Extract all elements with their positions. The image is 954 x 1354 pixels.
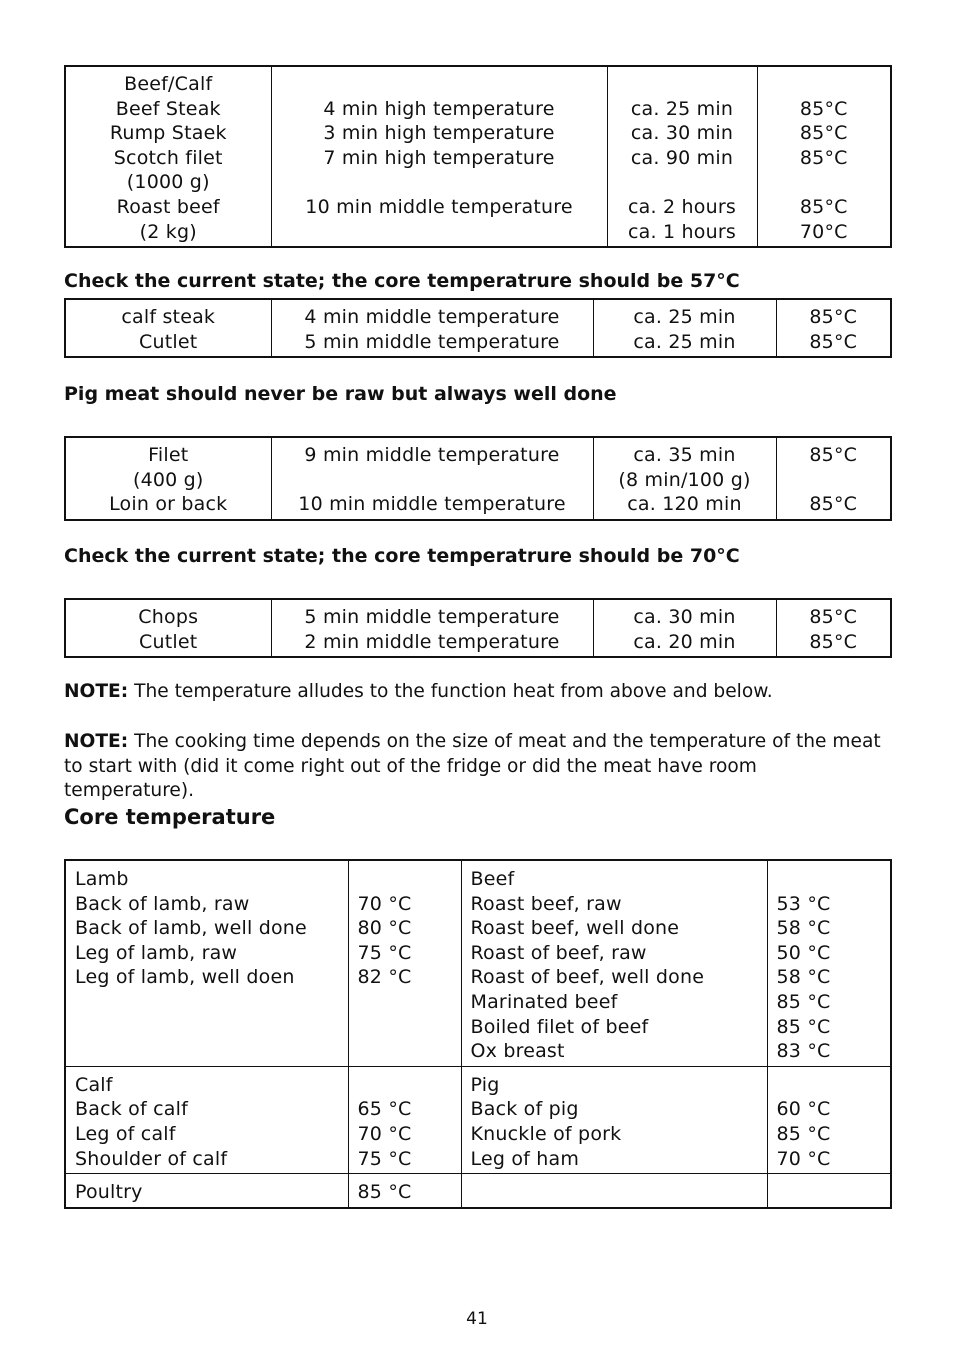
time-cell: ca. 30 min ca. 20 min [593,599,776,657]
temperature-cell: 85°C 85°C [776,599,891,657]
table-row [65,437,891,520]
beef-temps-cell: 53 °C 58 °C 50 °C 58 °C 85 °C 85 °C 83 °C [767,860,891,1066]
time-cell: ca. 35 min (8 min/100 g) ca. 120 min [593,437,776,520]
chops-cooking-table [64,598,892,658]
calf-cooking-table [64,298,892,358]
table-row [65,1066,891,1173]
core-temperature-table [64,859,892,1209]
empty-cell [461,1174,767,1208]
poultry-name-cell: Poultry [65,1174,348,1208]
pig-names-cell: Pig Back of pig Knuckle of pork Leg of ham [461,1066,767,1173]
pig-cooking-table [64,436,892,521]
time-cell: ca. 25 min ca. 30 min ca. 90 min ca. 2 hours ca. 1 hours [607,66,757,247]
core-temperature-title: Core temperature [64,805,276,829]
note-text: The cooking time depends on the size of meat and the temperature of the meat to start with (did it come right out of the fridge or did the meat have room temperature). [64,731,881,802]
table-row [65,860,891,1066]
temperature-cell: 85°C 85°C 85°C 85°C 70°C [757,66,891,247]
preheat-cell: 9 min middle temperature 10 min middle temperature [271,437,593,520]
preheat-cell: 4 min high temperature 3 min high temperature 7 min high temperature 10 min middle temperature [271,66,607,247]
pig-core-heading: Check the current state; the core temperatrure should be 70°C [64,545,740,567]
note-label: NOTE: [64,731,129,752]
meat-cell: Chops Cutlet [65,599,271,657]
meat-cell: Filet (400 g) Loin or back [65,437,271,520]
pig-heading: Pig meat should never be raw but always well done [64,383,617,405]
calf-names-cell: Calf Back of calf Leg of calf Shoulder of calf [65,1066,348,1173]
note-heat-function [64,680,890,705]
meat-cell: Beef/Calf Beef Steak Rump Staek Scotch filet (1000 g) Roast beef (2 kg) [65,66,271,247]
calf-temps-cell: 65 °C 70 °C 75 °C [348,1066,461,1173]
beef-cooking-table [64,65,892,248]
table-row [65,1174,891,1208]
empty-cell [767,1174,891,1208]
meat-cell: calf steak Cutlet [65,299,271,357]
temperature-cell: 85°C 85°C [776,299,891,357]
beef-core-heading: Check the current state; the core temperatrure should be 57°C [64,270,740,292]
table-row [65,599,891,657]
time-cell: ca. 25 min ca. 25 min [593,299,776,357]
note-text: The temperature alludes to the function heat from above and below. [128,681,773,702]
note-label: NOTE: [64,681,129,702]
page-number: 41 [466,1309,488,1329]
preheat-cell: 4 min middle temperature 5 min middle temperature [271,299,593,357]
note-cooking-time [64,730,890,804]
beef-names-cell: Beef Roast beef, raw Roast beef, well done Roast of beef, raw Roast of beef, well done Marinated beef Boiled filet of beef Ox breast [461,860,767,1066]
table-row [65,66,891,247]
temperature-cell: 85°C 85°C [776,437,891,520]
poultry-temp-cell: 85 °C [348,1174,461,1208]
pig-temps-cell: 60 °C 85 °C 70 °C [767,1066,891,1173]
lamb-temps-cell: 70 °C 80 °C 75 °C 82 °C [348,860,461,1066]
lamb-names-cell: Lamb Back of lamb, raw Back of lamb, well done Leg of lamb, raw Leg of lamb, well doen [65,860,348,1066]
preheat-cell: 5 min middle temperature 2 min middle temperature [271,599,593,657]
table-row [65,299,891,357]
